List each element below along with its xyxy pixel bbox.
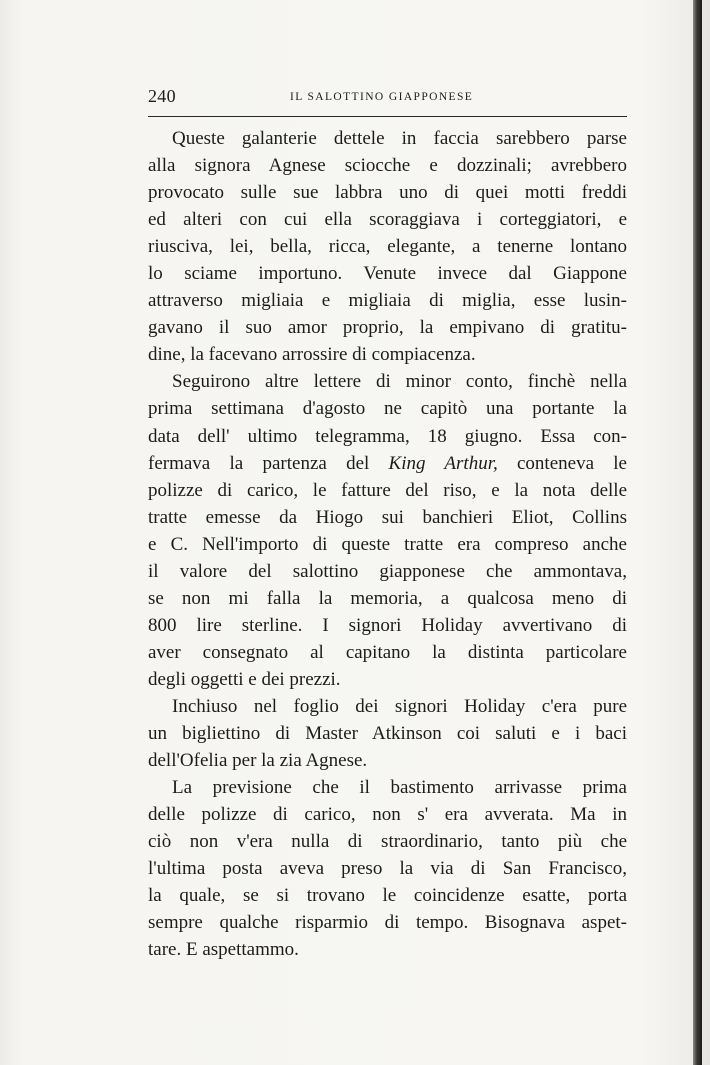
paragraph-end-line: tare. E aspettammo.	[148, 939, 299, 961]
text-line: tratte emesse da Hiogo sui banchieri Eliot, Collins	[148, 506, 627, 528]
text-line: il valore del salottino giapponese che ammontava,	[148, 560, 627, 582]
text-line: attraverso migliaia e migliaia di miglia, esse lusin-	[148, 290, 627, 312]
page-header	[148, 86, 628, 108]
page-number: 240	[148, 86, 176, 106]
paragraph-end-line: dell'Ofelia per la zia Agnese.	[148, 750, 368, 772]
text-line: La previsione che il bastimento arrivasse prima	[172, 777, 627, 799]
text-line: data dell' ultimo telegramma, 18 giugno. Essa con-	[148, 425, 627, 447]
text-line: aver consegnato al capitano la distinta particolare	[148, 641, 627, 663]
text-line: delle polizze di carico, non s' era avverata. Ma in	[148, 804, 627, 826]
binding-edge	[693, 0, 702, 1065]
text-line: ciò non v'era nulla di straordinario, tanto più che	[148, 831, 627, 853]
text-line: riusciva, lei, bella, ricca, elegante, a tenerne lontano	[148, 236, 627, 258]
paragraph-end-line: dine, la facevano arrossire di compiacenza.	[148, 344, 476, 366]
header-rule	[148, 116, 627, 117]
text-line: Seguirono altre lettere di minor conto, finchè nella	[172, 371, 627, 393]
text-line: alla signora Agnese sciocche e dozzinali; avrebbero	[148, 155, 627, 177]
text-line: sempre qualche risparmio di tempo. Bisognava aspet-	[148, 912, 627, 934]
text-line: prima settimana d'agosto ne capitò una portante la	[148, 398, 627, 420]
text-line: Inchiuso nel foglio dei signori Holiday c'era pure	[172, 695, 627, 717]
paragraph-end-line: degli oggetti e dei prezzi.	[148, 668, 341, 690]
text-segment: fermava la partenza del	[148, 452, 389, 474]
running-title: IL SALOTTINO GIAPPONESE	[290, 91, 474, 103]
text-line: 800 lire sterline. I signori Holiday avvertivano di	[148, 614, 627, 636]
text-line: lo sciame importuno. Venute invece dal Giappone	[148, 263, 627, 285]
body-text	[148, 125, 627, 963]
text-line: Queste galanterie dettele in faccia sarebbero parse	[172, 128, 627, 149]
text-line: un bigliettino di Master Atkinson coi saluti e i baci	[148, 723, 627, 745]
text-line-with-italic	[148, 450, 627, 477]
text-line: polizze di carico, le fatture del riso, e la nota delle	[148, 479, 627, 501]
text-line: ed alteri con cui ella scoraggiava i corteggiatori, e	[148, 209, 627, 231]
italic-ship-name: King Arthur,	[388, 452, 498, 474]
text-line: la quale, se si trovano le coincidenze esatte, porta	[148, 885, 627, 907]
text-line: se non mi falla la memoria, a qualcosa meno di	[148, 587, 627, 609]
text-segment: conteneva le	[497, 452, 627, 474]
text-line: gavano il suo amor proprio, la empivano di gratitu-	[148, 317, 627, 339]
text-line: l'ultima posta aveva preso la via di San Francisco,	[148, 858, 627, 880]
text-line: e C. Nell'importo di queste tratte era compreso anche	[148, 533, 627, 555]
text-line: provocato sulle sue labbra uno di quei motti freddi	[148, 182, 627, 204]
